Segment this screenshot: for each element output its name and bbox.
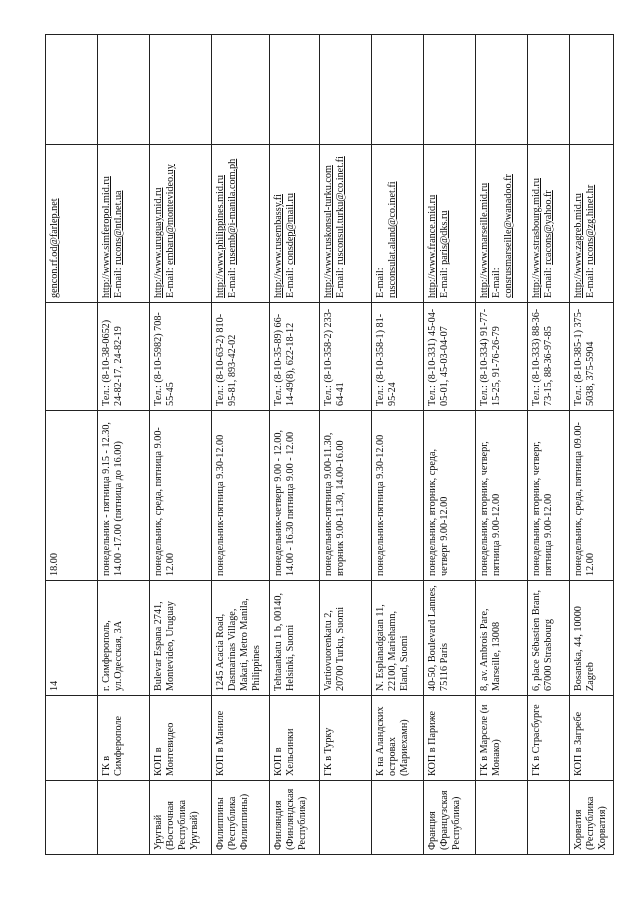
extra-cell — [570, 35, 614, 145]
website-link[interactable]: http://www.zagreb.mid.ru — [573, 193, 584, 298]
country-cell — [320, 781, 372, 855]
website-link[interactable]: http://www.marseille.mid.ru — [479, 182, 490, 298]
table-row — [320, 35, 372, 855]
email-label: E-mail: — [227, 267, 239, 298]
country-cell — [46, 781, 98, 855]
phone-cell: Тел.: (8-10-385-1) 375-5038, 375-5904 — [570, 303, 614, 411]
web-email-cell — [528, 145, 570, 303]
email-link[interactable]: rusconsulat.aland@co.inet.fi — [387, 181, 399, 298]
email-label: E-mail: — [439, 267, 451, 298]
phone-cell: Тел.: (8-10-331) 45-04-05-01, 45-03-04-07 — [424, 303, 476, 411]
table-row — [476, 35, 528, 855]
hours-cell: понедельник-пятница 9.00-11.30, вторник 9.00-11.30, 14.00-16.00 — [320, 411, 372, 581]
extra-cell — [476, 35, 528, 145]
address-cell: 6, place Sébastien Brant, 67000 Strasbourg — [528, 581, 570, 696]
email-link[interactable]: rusemb@i-manila.com.ph — [227, 158, 239, 265]
address-cell: Bosanska, 44, 10000 Zagreb — [570, 581, 614, 696]
website-link[interactable]: http://www.ruskonsul-turku.com — [323, 165, 334, 298]
extra-cell — [150, 35, 212, 145]
email-link[interactable]: rusconsul.turku@co.inet.fi — [335, 156, 347, 265]
extra-cell — [372, 35, 424, 145]
extra-cell — [424, 35, 476, 145]
table-row — [150, 35, 212, 855]
extra-cell — [98, 35, 150, 145]
web-email-cell — [424, 145, 476, 303]
table-row — [424, 35, 476, 855]
address-cell: N. Esplanadgatan 11, 22100, Mariehamn, Eland, Suomi — [372, 581, 424, 696]
hours-cell: понедельник-пятница 9.30-12.00 — [212, 411, 270, 581]
mission-cell: К на Аландских островах (Мариехамн) — [372, 696, 424, 781]
mission-cell: КОП в Монтевидео — [150, 696, 212, 781]
country-cell: Уругвай (Восточная Республика Уругвай) — [150, 781, 212, 855]
email-link[interactable]: gencon.rf.od@farlep.net — [49, 198, 60, 298]
hours-cell: понедельник, среда, пятница 9.00-12.00 — [150, 411, 212, 581]
web-email-cell — [372, 145, 424, 303]
extra-cell — [212, 35, 270, 145]
extra-cell — [528, 35, 570, 145]
phone-cell: Тел.: (8-10-334) 91-77-15-25, 91-76-26-79 — [476, 303, 528, 411]
phone-cell: Тел.: (8-10-333) 88-36-73-15, 88-36-97-85 — [528, 303, 570, 411]
mission-cell: ГК в Турку — [320, 696, 372, 781]
hours-cell: понедельник-четверг 9.00 - 12.00, 14.00 - 16.30 пятница 9.00 - 12.00 — [270, 411, 320, 581]
email-label: E-mail: — [285, 267, 297, 298]
table-row — [212, 35, 270, 855]
address-cell: г. Симферополь, ул.Одесская, 3А — [98, 581, 150, 696]
email-label: E-mail: — [543, 267, 555, 298]
country-cell — [528, 781, 570, 855]
email-label: E-mail: — [335, 267, 347, 298]
email-label: E-mail: — [585, 267, 597, 298]
hours-cell: понедельник - пятница 9.15 - 12.30, 14.00 -17.00 (пятница до 16.00) — [98, 411, 150, 581]
extra-cell — [320, 35, 372, 145]
mission-cell: КОП в Париже — [424, 696, 476, 781]
email-label: E-mail: — [165, 267, 177, 298]
hours-cell: понедельник, вторник, четверг, пятница 9.00-12.00 — [528, 411, 570, 581]
mission-cell: ГК в Марселе (и Монако) — [476, 696, 528, 781]
email-label: E-mail: — [375, 267, 386, 298]
consular-offices-table — [45, 34, 614, 855]
table-row — [570, 35, 614, 855]
rotated-page — [45, 35, 609, 855]
address-cell: 1245 Acacia Road, Dasmarinas Village, Makati, Metro Manila, Philippines — [212, 581, 270, 696]
table-header-row — [46, 35, 98, 855]
hours-cell: понедельник, вторник, среда, четверг 9.00-12.00 — [424, 411, 476, 581]
website-link[interactable]: http://www.simferopol.mid.ru — [101, 176, 112, 298]
web-email-cell — [98, 145, 150, 303]
address-column-number: 14 — [46, 581, 98, 696]
table-row — [372, 35, 424, 855]
website-link[interactable]: http://www.uruguay.mid.ru — [153, 187, 164, 298]
country-cell — [372, 781, 424, 855]
phone-cell: Тел.: (8-10-35-89) 66-14-49(8), 622-18-12 — [270, 303, 320, 411]
email-link[interactable]: rcacons@yahoo.fr — [543, 190, 555, 265]
country-cell — [98, 781, 150, 855]
country-cell — [476, 781, 528, 855]
mission-cell: КОП в Маниле — [212, 696, 270, 781]
email-link[interactable]: rucons@ntl.net.ua — [113, 190, 125, 265]
phone-cell — [46, 303, 98, 411]
website-link[interactable]: http://www.strasbourg.mid.ru — [531, 178, 542, 298]
email-link[interactable]: paris@dks.ru — [439, 210, 451, 265]
email-label: E-mail: — [113, 267, 125, 298]
mission-cell: КОП в Загребе — [570, 696, 614, 781]
country-cell: Франция (Французская Республика) — [424, 781, 476, 855]
country-cell: Филиппины (Республика Филиппины) — [212, 781, 270, 855]
extra-cell — [46, 35, 98, 145]
country-cell: Хорватия (Республика Хорватия) — [570, 781, 614, 855]
hours-cell: понедельник-пятница 9.30-12.00 — [372, 411, 424, 581]
email-link[interactable]: embaru@montevideo.uy — [165, 164, 177, 265]
table-row — [528, 35, 570, 855]
website-link[interactable]: http://www.france.mid.ru — [427, 194, 438, 298]
hours-cell: понедельник, среда, пятница 09.00-12.00 — [570, 411, 614, 581]
phone-cell: Тел.: (8-10-63-2) 810-95-81, 893-42-02 — [212, 303, 270, 411]
phone-cell: Тел.: (8-10-38-0652) 24-82-17, 24-82-19 — [98, 303, 150, 411]
country-cell: Финляндия (Финляндская Республика) — [270, 781, 320, 855]
address-cell: Bulevar Espana 2741, Montevideo, Uruguay — [150, 581, 212, 696]
extra-cell — [270, 35, 320, 145]
website-link[interactable]: http://www.rusembassy.fi — [273, 194, 284, 298]
web-cell — [46, 145, 98, 303]
email-link[interactable]: rucons@zg.hinet.hr — [585, 184, 597, 265]
table-row — [270, 35, 320, 855]
address-cell: Vartiovuorenkatu 2, 20700 Turku, Suomi — [320, 581, 372, 696]
address-cell: Tehtaankatu 1 b, 00140, Helsinki, Suomi — [270, 581, 320, 696]
table-row — [98, 35, 150, 855]
web-email-cell — [270, 145, 320, 303]
address-cell: 8, av. Ambrois Pare, Marseille, 13008 — [476, 581, 528, 696]
phone-cell: Тел.: (8-10-358-2) 233-64-41 — [320, 303, 372, 411]
mission-cell: ГК в Симферополе — [98, 696, 150, 781]
web-email-cell — [476, 145, 528, 303]
web-email-cell — [212, 145, 270, 303]
email-link[interactable]: consrusmarseille@wanadoo.fr — [503, 174, 515, 298]
email-link[interactable]: consdep@mail.ru — [285, 192, 297, 265]
web-email-cell — [150, 145, 212, 303]
mission-cell — [46, 696, 98, 781]
mission-cell: КОП в Хельсинки — [270, 696, 320, 781]
website-link[interactable]: http://www.philippines.mid.ru — [215, 174, 226, 298]
phone-cell: Тел.: (8-10-358-1) 81-95-24 — [372, 303, 424, 411]
phone-cell: Тел.: (8-10-5982) 708-55-45 — [150, 303, 212, 411]
address-cell: 40-50, Boulevard Lannes, 75116 Paris — [424, 581, 476, 696]
hours-cell: понедельник, вторник, четверг, пятница 9.00-12.00 — [476, 411, 528, 581]
hours-column-number: 18.00 — [46, 411, 98, 581]
web-email-cell — [570, 145, 614, 303]
web-email-cell — [320, 145, 372, 303]
mission-cell: ГК в Страсбурге — [528, 696, 570, 781]
email-label: E-mail: — [491, 267, 503, 298]
